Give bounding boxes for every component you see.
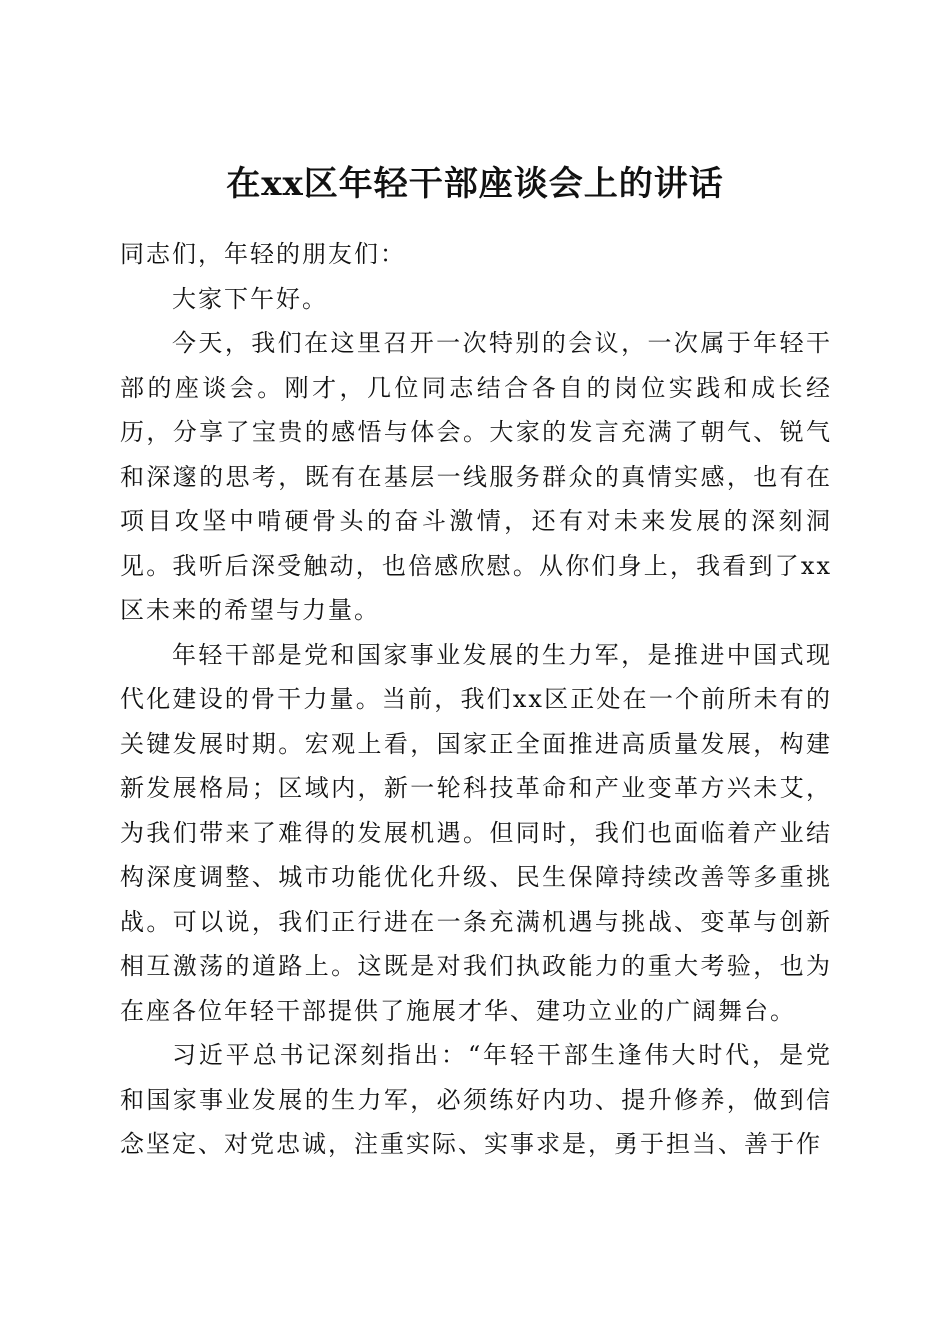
paragraph-context: 年轻干部是党和国家事业发展的生力军，是推进中国式现代化建设的骨干力量。当前，我们xx区正处在一个前所未有的关键发展时期。宏观上看，国家正全面推进高质量发展，构建新发展格局；区域内，新一轮科技革命和产业变革方兴未艾，为我们带来了难得的发展机遇。但同时，我们也面临着产业结构深度调整、城市功能优化升级、民生保障持续改善等多重挑战。可以说，我们正行进在一条充满机遇与挑战、变革与创新相互激荡的道路上。这既是对我们执政能力的重大考验，也为在座各位年轻干部提供了施展才华、建功立业的广阔舞台。 (120, 640, 832, 1025)
paragraph-opening: 今天，我们在这里召开一次特别的会议，一次属于年轻干部的座谈会。刚才，几位同志结合各自的岗位实践和成长经历，分享了宝贵的感悟与体会。大家的发言充满了朝气、锐气和深邃的思考，既有在基层一线服务群众的真情实感，也有在项目攻坚中啃硬骨头的奋斗激情，还有对未来发展的深刻洞见。我听后深受触动，也倍感欣慰。从你们身上，我看到了xx区未来的希望与力量。 (120, 329, 832, 624)
salutation: 同志们，年轻的朋友们： (120, 240, 406, 268)
paragraph-greeting: 大家下午好。 (172, 284, 328, 313)
document-body (120, 232, 832, 1167)
paragraph-quote: 习近平总书记深刻指出：“年轻干部生逢伟大时代，是党和国家事业发展的生力军，必须练好内功、提升修养，做到信念坚定、对党忠诚，注重实际、实事求是，勇于担当、善于作 (120, 1041, 832, 1158)
document-title: 在xx区年轻干部座谈会上的讲话 (226, 163, 724, 204)
